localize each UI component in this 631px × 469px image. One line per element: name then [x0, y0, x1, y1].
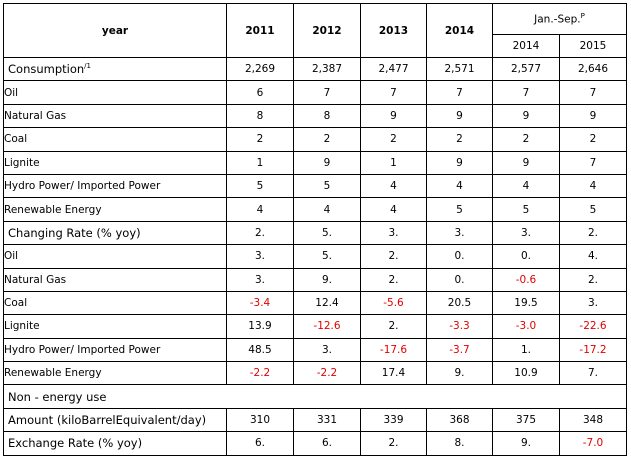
- row-label: [4, 385, 227, 408]
- table-cell: 2,646: [560, 58, 627, 81]
- table-row: [4, 315, 627, 338]
- table-cell: 8.: [427, 432, 493, 455]
- table-cell: 3.: [294, 338, 361, 361]
- table-cell: 4: [361, 174, 427, 197]
- table-cell: 10.9: [493, 362, 560, 385]
- table-cell: 6: [227, 81, 294, 104]
- table-cell: 5.: [294, 245, 361, 268]
- period-header: [493, 4, 627, 35]
- table-cell: 4: [427, 174, 493, 197]
- table-cell: 2.: [361, 432, 427, 455]
- row-label-text: Lignite: [4, 156, 40, 169]
- table-cell: 5.: [294, 221, 361, 244]
- table-cell: 3.: [427, 221, 493, 244]
- table-cell: -3.4: [227, 291, 294, 314]
- table-cell: 368: [427, 408, 493, 431]
- table-row: [4, 104, 627, 127]
- table-cell: -2.2: [227, 362, 294, 385]
- table-cell: 2: [227, 128, 294, 151]
- row-label: [4, 104, 227, 127]
- table-cell: 8: [294, 104, 361, 127]
- table-cell: -3.7: [427, 338, 493, 361]
- row-label: [4, 315, 227, 338]
- table-cell: 2: [493, 128, 560, 151]
- table-cell: 9.: [493, 432, 560, 455]
- table-cell: 3.: [493, 221, 560, 244]
- table-cell: 6.: [294, 432, 361, 455]
- table-cell: 4: [361, 198, 427, 221]
- table-cell: 3.: [560, 291, 627, 314]
- table-row: [4, 291, 627, 314]
- table-cell: 4: [227, 198, 294, 221]
- table-cell: 2,387: [294, 58, 361, 81]
- period-superscript: P: [580, 12, 585, 21]
- table-row: [4, 338, 627, 361]
- table-cell: 2,571: [427, 58, 493, 81]
- table-cell: -17.6: [361, 338, 427, 361]
- row-label: [4, 198, 227, 221]
- table-cell: 13.9: [227, 315, 294, 338]
- table-cell: 339: [361, 408, 427, 431]
- table-cell: 8: [227, 104, 294, 127]
- table-cell: 2,477: [361, 58, 427, 81]
- table-row: [4, 245, 627, 268]
- table-cell: [427, 385, 493, 408]
- row-label: [4, 81, 227, 104]
- table-cell: 9: [361, 104, 427, 127]
- table-cell: [493, 385, 560, 408]
- table-cell: -7.0: [560, 432, 627, 455]
- table-row: [4, 58, 627, 81]
- year-header: year: [4, 4, 227, 58]
- row-label: [4, 432, 227, 455]
- table-cell: 6.: [227, 432, 294, 455]
- table-cell: 1: [361, 151, 427, 174]
- table-cell: 9: [560, 104, 627, 127]
- table-row: [4, 385, 627, 408]
- table-cell: 17.4: [361, 362, 427, 385]
- table-cell: -3.3: [427, 315, 493, 338]
- table-cell: 1.: [493, 338, 560, 361]
- row-label: [4, 151, 227, 174]
- year-header-2012: 2012: [294, 4, 361, 58]
- table-cell: 19.5: [493, 291, 560, 314]
- table-cell: 9: [294, 151, 361, 174]
- table-cell: 0.: [427, 245, 493, 268]
- row-label: [4, 245, 227, 268]
- period-year-2014: 2014: [493, 35, 560, 58]
- table-cell: 3.: [227, 245, 294, 268]
- row-label: [4, 408, 227, 431]
- table-cell: 9.: [427, 362, 493, 385]
- year-header-2014: 2014: [427, 4, 493, 58]
- table-cell: 9.: [294, 268, 361, 291]
- table-cell: 7: [427, 81, 493, 104]
- row-label-text: Amount (kiloBarrelEquivalent/day): [8, 413, 207, 428]
- period-label: Jan.-Sep.: [534, 13, 581, 26]
- table-cell: 4.: [560, 245, 627, 268]
- row-label-text: Oil: [4, 86, 19, 99]
- row-label-text: Oil: [4, 250, 19, 263]
- table-cell: 4: [560, 174, 627, 197]
- table-row: [4, 432, 627, 455]
- header-row-1: [4, 4, 627, 35]
- row-label-text: Consumption: [8, 62, 85, 77]
- table-cell: 3.: [361, 221, 427, 244]
- table-cell: 310: [227, 408, 294, 431]
- row-label-text: Renewable Energy: [4, 367, 102, 380]
- table-cell: 0.: [493, 245, 560, 268]
- row-label-text: Hydro Power/ Imported Power: [4, 343, 161, 356]
- table-cell: 1: [227, 151, 294, 174]
- table-cell: 7: [294, 81, 361, 104]
- row-label-text: Lignite: [4, 320, 40, 333]
- row-label-text: Hydro Power/ Imported Power: [4, 180, 161, 193]
- year-header-2011: 2011: [227, 4, 294, 58]
- row-label: [4, 128, 227, 151]
- table-cell: 2.: [361, 245, 427, 268]
- row-label-text: Natural Gas: [4, 273, 67, 286]
- energy-consumption-table: [3, 3, 627, 456]
- table-cell: 2,577: [493, 58, 560, 81]
- row-label: [4, 174, 227, 197]
- table-cell: [361, 385, 427, 408]
- table-row: [4, 174, 627, 197]
- table-cell: 48.5: [227, 338, 294, 361]
- table-cell: 2: [560, 128, 627, 151]
- table-cell: 20.5: [427, 291, 493, 314]
- table-cell: 5: [227, 174, 294, 197]
- table-cell: 7: [560, 151, 627, 174]
- table-cell: -17.2: [560, 338, 627, 361]
- row-label-text: Non - energy use: [8, 389, 107, 404]
- table-row: [4, 408, 627, 431]
- table-row: [4, 128, 627, 151]
- table-row: [4, 198, 627, 221]
- row-label: [4, 338, 227, 361]
- row-label: [4, 221, 227, 244]
- table-cell: 4: [493, 174, 560, 197]
- table-cell: -22.6: [560, 315, 627, 338]
- table-cell: 5: [294, 174, 361, 197]
- row-label-text: Coal: [4, 297, 28, 310]
- row-label: [4, 291, 227, 314]
- table-cell: -12.6: [294, 315, 361, 338]
- table-row: [4, 268, 627, 291]
- table-cell: 3.: [227, 268, 294, 291]
- row-label: [4, 58, 227, 81]
- table-cell: 7: [493, 81, 560, 104]
- table-cell: 331: [294, 408, 361, 431]
- table-cell: 2.: [361, 315, 427, 338]
- table-cell: 7.: [560, 362, 627, 385]
- row-label-text: Natural Gas: [4, 109, 67, 122]
- table-row: [4, 81, 627, 104]
- row-label-text: Renewable Energy: [4, 203, 102, 216]
- table-cell: 9: [427, 104, 493, 127]
- table-cell: [560, 385, 627, 408]
- table-cell: 9: [493, 151, 560, 174]
- table-cell: 9: [493, 104, 560, 127]
- table-cell: 4: [294, 198, 361, 221]
- table-cell: 2: [427, 128, 493, 151]
- row-label-text: Coal: [4, 133, 28, 146]
- table-cell: -5.6: [361, 291, 427, 314]
- row-label: [4, 362, 227, 385]
- table-cell: 0.: [427, 268, 493, 291]
- table-cell: -2.2: [294, 362, 361, 385]
- table-row: [4, 221, 627, 244]
- table-cell: 5: [493, 198, 560, 221]
- table-cell: 5: [560, 198, 627, 221]
- table-cell: 375: [493, 408, 560, 431]
- table-cell: -3.0: [493, 315, 560, 338]
- table-cell: 2.: [227, 221, 294, 244]
- year-header-2013: 2013: [361, 4, 427, 58]
- table-cell: 348: [560, 408, 627, 431]
- table-cell: [294, 385, 361, 408]
- table-cell: 2.: [560, 221, 627, 244]
- table-cell: 2: [294, 128, 361, 151]
- table-cell: 5: [427, 198, 493, 221]
- table-cell: [227, 385, 294, 408]
- row-label-text: Changing Rate (% yoy): [8, 225, 141, 240]
- table-cell: -0.6: [493, 268, 560, 291]
- table-cell: 12.4: [294, 291, 361, 314]
- row-label-superscript: /1: [84, 62, 91, 71]
- table-row: [4, 151, 627, 174]
- table-cell: 7: [361, 81, 427, 104]
- table-cell: 2.: [361, 268, 427, 291]
- table-cell: 2,269: [227, 58, 294, 81]
- table-cell: 2.: [560, 268, 627, 291]
- row-label-text: Exchange Rate (% yoy): [8, 436, 143, 451]
- table-cell: 2: [361, 128, 427, 151]
- table-row: [4, 362, 627, 385]
- row-label: [4, 268, 227, 291]
- table-cell: 9: [427, 151, 493, 174]
- table-cell: 7: [560, 81, 627, 104]
- period-year-2015: 2015: [560, 35, 627, 58]
